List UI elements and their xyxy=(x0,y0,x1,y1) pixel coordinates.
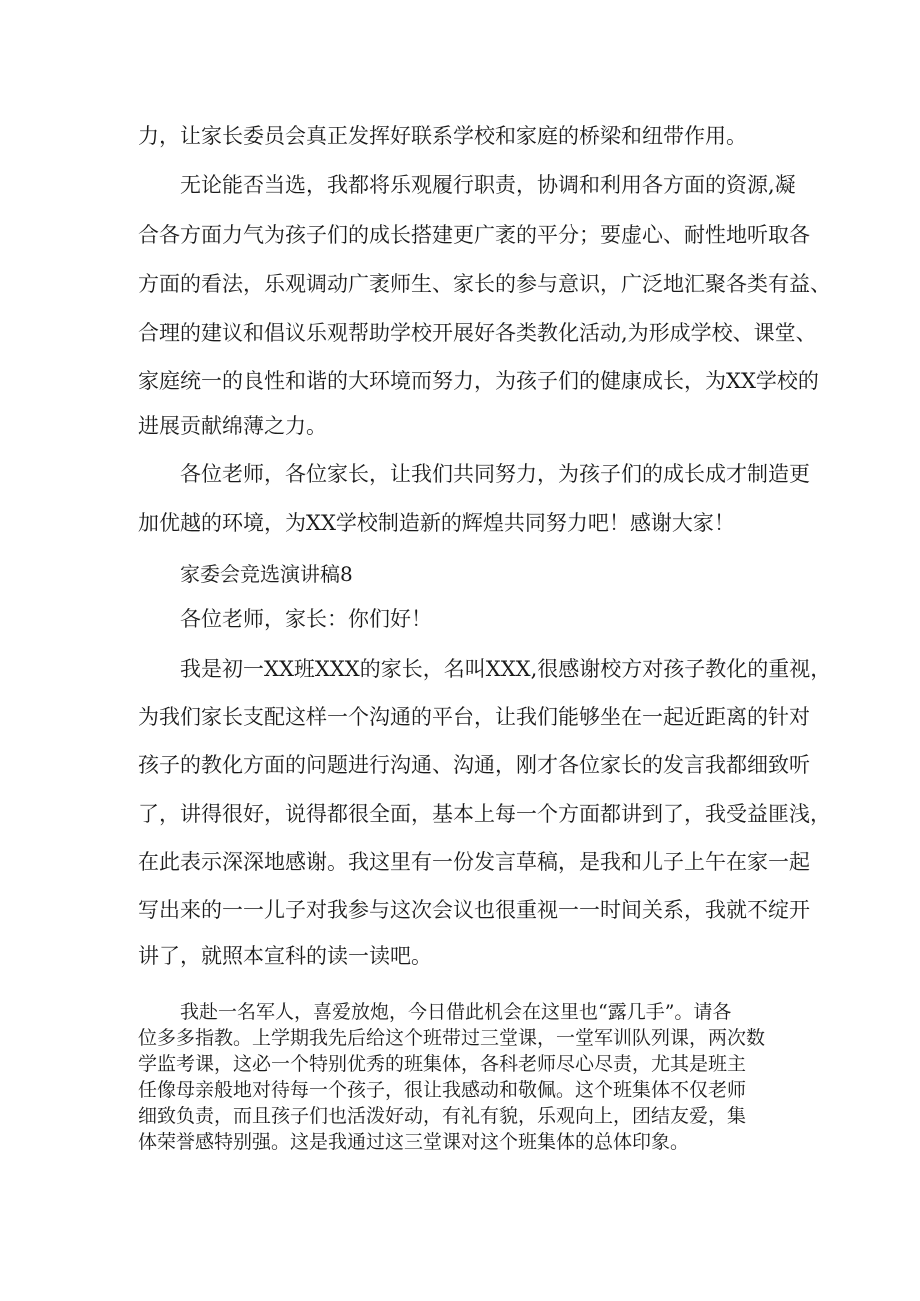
text-line: 各位老师，各位家长，让我们共同努力，为孩子们的成长成才制造更 xyxy=(180,462,810,486)
text-line: 方面的看法，乐观调动广袤师生、家长的参与意识，广泛地汇聚各类有益、 xyxy=(138,272,831,296)
text-line: 在此表示深深地感谢。我这里有一份发言草稿，是我和儿子上午在家一起 xyxy=(138,850,810,874)
text-line: 任像母亲般地对待每一个孩子，很让我感动和敬佩。这个班集体不仅老师 xyxy=(138,1079,747,1101)
text-line: 合各方面力气为孩子们的成长搭建更广袤的平分；要虚心、耐性地听取各 xyxy=(138,223,810,247)
text-line: 体荣誉感特别强。这是我通过这三堂课对这个班集体的总体印象。 xyxy=(138,1131,690,1153)
text-line: 力，让家长委员会真正发挥好联系学校和家庭的桥梁和纽带作用。 xyxy=(138,124,747,148)
text-line: 加优越的环境，为XX学校制造新的辉煌共同努力吧！感谢大家！ xyxy=(138,511,735,535)
text-line: 我赴一名军人，喜爱放炮，今日借此机会在这里也“露几手”。请各 xyxy=(180,1001,732,1023)
text-line: 讲了，就照本宣科的读一读吧。 xyxy=(138,944,432,968)
text-line: 我是初一XX班XXX的家长，名叫XXX,很感谢校方对孩子教化的重视， xyxy=(180,657,832,681)
text-line: 了，讲得很好，说得都很全面，基本上每一个方面都讲到了，我受益匪浅， xyxy=(138,802,831,826)
text-line: 细致负责，而且孩子们也活泼好动，有礼有貌，乐观向上，团结友爱，集 xyxy=(138,1105,747,1127)
text-line: 位多多指教。上学期我先后给这个班带过三堂课，一堂军训队列课，两次数 xyxy=(138,1027,766,1049)
text-line: 无论能否当选，我都将乐观履行职责，协调和利用各方面的资源,凝 xyxy=(180,173,796,197)
text-line: 家庭统一的良性和谐的大环境而努力，为孩子们的健康成长，为XX学校的 xyxy=(138,369,819,393)
text-line: 孩子的教化方面的问题进行沟通、沟通，刚才各位家长的发言我都细致听 xyxy=(138,753,810,777)
salutation: 各位老师，家长：你们好！ xyxy=(180,607,432,631)
section-heading: 家委会竞选演讲稿8 xyxy=(180,562,353,586)
text-line: 学监考课，这必一个特别优秀的班集体，各科老师尽心尽责，尤其是班主 xyxy=(138,1053,747,1075)
text-line: 进展贡献绵薄之力。 xyxy=(138,414,327,438)
text-line: 合理的建议和倡议乐观帮助学校开展好各类教化活动,为形成学校、课堂、 xyxy=(138,321,817,345)
text-line: 为我们家长支配这样一个沟通的平台，让我们能够坐在一起近距离的针对 xyxy=(138,705,810,729)
text-line: 写出来的一一儿子对我参与这次会议也很重视一一时间关系，我就不绽开 xyxy=(138,898,810,922)
